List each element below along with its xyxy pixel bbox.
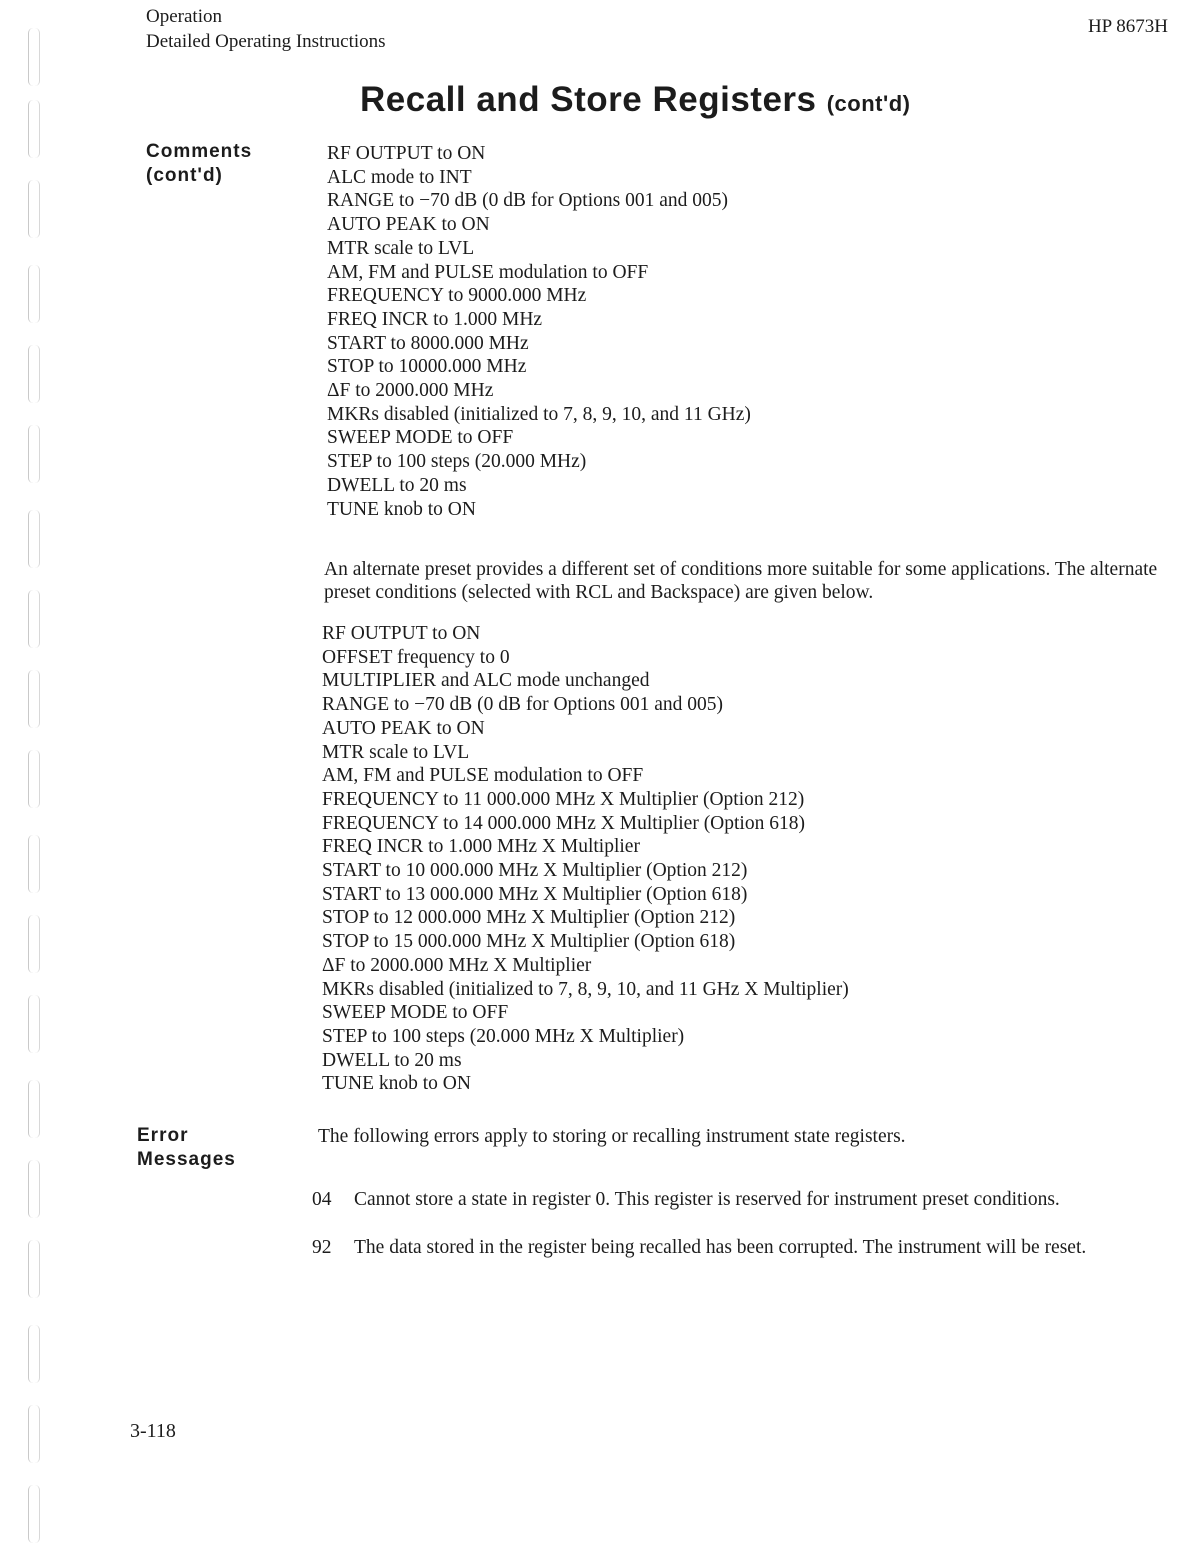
condition-item: SWEEP MODE to OFF [322,1002,509,1024]
condition-item: ΔF to 2000.000 MHz X Multiplier [322,954,592,976]
condition-item: AUTO PEAK to ON [327,214,490,236]
comments-label-line1: Comments [146,141,253,162]
binding-hole-mark [28,750,40,808]
binding-hole-mark [28,1240,40,1298]
page-number: 3-118 [130,1420,176,1442]
condition-item: STOP to 12 000.000 MHz X Multiplier (Option 212) [322,907,736,929]
condition-item: MULTIPLIER and ALC mode unchanged [322,670,650,692]
page-title [360,80,911,120]
error-text: The data stored in the register being recalled has been corrupted. The instrument will be reset. [354,1237,1087,1258]
condition-item: FREQUENCY to 14 000.000 MHz X Multiplier (Option 618) [322,812,805,834]
binding-hole-mark [28,265,40,323]
condition-item: SWEEP MODE to OFF [327,427,514,449]
error-item [312,1188,1162,1211]
condition-item: FREQUENCY to 9000.000 MHz [327,285,587,307]
binding-hole-mark [28,345,40,403]
error-messages-label-line2: Messages [137,1149,236,1170]
condition-item: FREQ INCR to 1.000 MHz [327,308,543,330]
error-item [312,1236,1162,1259]
binding-hole-mark [28,1325,40,1383]
condition-item: STOP to 15 000.000 MHz X Multiplier (Option 618) [322,931,736,953]
condition-item: MTR scale to LVL [327,237,475,259]
alternate-preset-intro: An alternate preset provides a different set of conditions more suitable for some applications. The alternate preset conditions (selected with RCL and Backspace) are given below. [324,559,1158,603]
condition-item: START to 10 000.000 MHz X Multiplier (Option 212) [322,860,748,882]
alternate-conditions-list [322,622,849,1096]
condition-item: DWELL to 20 ms [322,1049,462,1071]
condition-item: DWELL to 20 ms [327,474,467,496]
condition-item: AM, FM and PULSE modulation to OFF [327,261,649,283]
error-text: Cannot store a state in register 0. This register is reserved for instrument preset conditions. [354,1189,1060,1210]
binding-hole-mark [28,100,40,158]
binding-hole-mark [28,1080,40,1138]
condition-item: FREQUENCY to 11 000.000 MHz X Multiplier (Option 212) [322,788,805,810]
condition-item: MKRs disabled (initialized to 7, 8, 9, 10, and 11 GHz X Multiplier) [322,978,849,1000]
preset-conditions-list [327,142,751,521]
binding-hole-mark [28,835,40,893]
condition-item: START to 13 000.000 MHz X Multiplier (Option 618) [322,883,748,905]
condition-item: AUTO PEAK to ON [322,717,485,739]
condition-item: RANGE to −70 dB (0 dB for Options 001 and 005) [327,190,728,212]
error-code: 04 [312,1189,332,1210]
condition-item: STOP to 10000.000 MHz [327,356,527,378]
header-model: HP 8673H [1087,16,1168,37]
binding-hole-mark [28,670,40,728]
header-subsection: Detailed Operating Instructions [146,31,386,52]
condition-item: MTR scale to LVL [322,741,470,763]
binding-hole-mark [28,425,40,483]
binding-hole-mark [28,590,40,648]
error-messages-label-line1: Error [137,1125,189,1146]
condition-item: ALC mode to INT [327,166,472,188]
condition-item: START to 8000.000 MHz [327,332,529,354]
binding-hole-mark [28,915,40,973]
comments-label-line2: (cont'd) [146,165,223,186]
condition-item: ΔF to 2000.000 MHz [327,380,494,402]
page-title-suffix: (cont'd) [826,91,911,116]
page-header-left [146,4,386,54]
condition-item: RF OUTPUT to ON [322,623,481,644]
page-title-main: Recall and Store Registers [360,80,817,119]
binding-hole-mark [28,995,40,1053]
header-section: Operation [146,6,222,27]
comments-label [146,140,252,188]
condition-item: FREQ INCR to 1.000 MHz X Multiplier [322,836,640,858]
condition-item: TUNE knob to ON [322,1073,471,1095]
errors-intro: The following errors apply to storing or recalling instrument state registers. [318,1126,906,1147]
binding-hole-mark [28,1160,40,1218]
condition-item: STEP to 100 steps (20.000 MHz) [327,451,587,473]
binding-hole-mark [28,1405,40,1463]
condition-item: MKRs disabled (initialized to 7, 8, 9, 10, and 11 GHz) [327,403,751,425]
binding-hole-mark [28,510,40,568]
binding-hole-mark [28,28,40,86]
condition-item: RANGE to −70 dB (0 dB for Options 001 and 005) [322,694,723,716]
condition-item: OFFSET frequency to 0 [322,646,510,668]
condition-item: STEP to 100 steps (20.000 MHz X Multiplier) [322,1025,685,1047]
binding-hole-mark [28,1485,40,1543]
condition-item: RF OUTPUT to ON [327,143,486,164]
binding-hole-mark [28,180,40,238]
condition-item: TUNE knob to ON [327,498,476,520]
error-messages-label [137,1124,236,1172]
condition-item: AM, FM and PULSE modulation to OFF [322,765,644,787]
error-code: 92 [312,1237,332,1258]
